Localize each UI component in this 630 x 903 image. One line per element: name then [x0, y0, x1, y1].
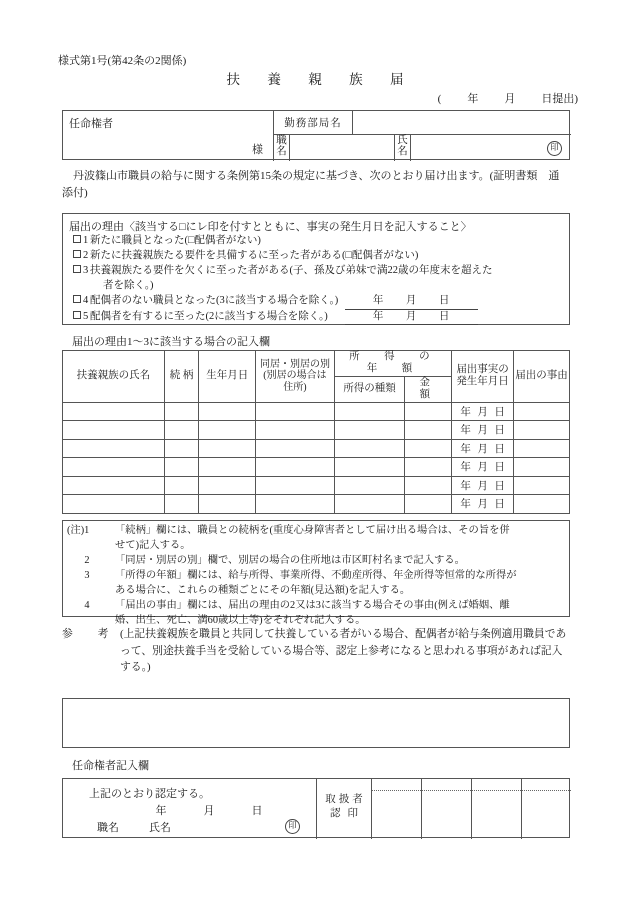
cell-birthdate[interactable] — [199, 421, 256, 440]
certification-table — [62, 778, 570, 838]
submission-date-line — [0, 90, 578, 106]
month-label: 月 — [477, 425, 488, 437]
cell-income-type[interactable] — [334, 439, 405, 458]
month-label: 月 — [477, 499, 488, 511]
note-text: 「続柄」欄には、職員との続柄を(重度心身障害者として届け出る場合は、その旨を併 — [115, 525, 510, 536]
cell-reason[interactable] — [514, 476, 570, 495]
seal-icon: 印 — [285, 819, 300, 834]
reference-paragraph — [62, 626, 570, 675]
col-header-living-line3: 住所) — [283, 382, 307, 394]
year-label: 年 — [460, 443, 471, 455]
appointer-honorific: 様 — [252, 144, 263, 156]
reason-item-text: 配偶者を有するに至った(2に該当する場合を除く。) — [90, 310, 328, 322]
month-label: 月 — [477, 462, 488, 474]
reason-item-2[interactable] — [69, 249, 563, 264]
free-note-input[interactable] — [62, 698, 570, 748]
cell-name[interactable] — [63, 439, 165, 458]
reason-item-4[interactable] — [69, 294, 563, 310]
reason-item-number: 2 — [83, 249, 89, 261]
cell-income-amount[interactable] — [405, 495, 452, 514]
post-title-label-char1: 職 — [276, 135, 287, 146]
table-row — [63, 402, 570, 421]
stamp-cell-2[interactable] — [422, 779, 472, 839]
cell-relation[interactable] — [164, 495, 198, 514]
cell-living[interactable] — [256, 495, 335, 514]
cell-name[interactable] — [63, 402, 165, 421]
appointer-label: 任命権者 — [69, 118, 113, 130]
dependents-table-head — [63, 351, 570, 403]
reason-item-text: 配偶者のない職員となった(3に該当する場合を除く。) — [90, 294, 339, 306]
reason-item-number: 5 — [83, 310, 89, 322]
year-label: 年 — [460, 462, 471, 474]
cell-birthdate[interactable] — [199, 458, 256, 477]
checkbox-icon[interactable] — [73, 235, 81, 243]
table-row — [63, 439, 570, 458]
reason-item-text: 新たに職員となった(□配偶者がない) — [90, 235, 261, 246]
stamp-divider — [422, 790, 471, 791]
cell-income-amount[interactable] — [405, 439, 452, 458]
reason-item-1[interactable] — [69, 234, 563, 249]
reason-item-number: 3 — [83, 264, 89, 276]
cell-birthdate[interactable] — [199, 495, 256, 514]
certification-post-label: 職名 — [97, 822, 119, 834]
col-header-reason: 届出の事由 — [514, 351, 570, 403]
cell-income-type[interactable] — [334, 421, 405, 440]
checkbox-icon[interactable] — [73, 295, 81, 303]
cell-living[interactable] — [256, 421, 335, 440]
cell-reason[interactable] — [514, 402, 570, 421]
note-number: 2 — [84, 554, 90, 566]
note-continuation: せて)記入する。 — [115, 539, 191, 551]
cell-fact-date[interactable] — [452, 495, 514, 514]
col-header-income-amount: 金 額 — [405, 376, 452, 402]
person-name-label-char1: 氏 — [397, 135, 408, 146]
submit-day-label: 日提出) — [541, 93, 578, 105]
note-item-2 — [67, 554, 563, 569]
stamp-cell-4[interactable] — [522, 779, 571, 839]
year-label: 年 — [372, 294, 384, 306]
reason-item-4-date[interactable] — [345, 294, 478, 310]
reason-item-text: 扶養親族たる要件を欠くに至った者がある(子、孫及び弟妹で満22歳の年度末を超えた — [90, 264, 493, 276]
note-item-1 — [67, 524, 563, 554]
statement-paragraph: 丹波篠山市職員の給与に関する条例第15条の規定に基づき、次のとおり届け出ます。(証明書類 通添付) — [62, 170, 560, 200]
cell-living[interactable] — [256, 476, 335, 495]
col-header-living — [256, 351, 335, 403]
note-text: 「同居・別居の別」欄で、別居の場合の住所地は市区町村名まで記入する。 — [115, 554, 465, 566]
dependents-table-body — [63, 402, 570, 513]
day-label: 日 — [494, 443, 505, 455]
cell-income-amount[interactable] — [405, 402, 452, 421]
cell-relation[interactable] — [164, 476, 198, 495]
day-label: 日 — [494, 462, 505, 474]
year-label: 年 — [372, 310, 384, 322]
day-label: 日 — [494, 499, 505, 511]
handler-seal-label-line1: 取扱者 — [325, 794, 366, 805]
cell-income-type[interactable] — [334, 458, 405, 477]
day-label: 日 — [494, 406, 505, 418]
cell-relation[interactable] — [164, 458, 198, 477]
table-caption: 届出の理由1〜3に該当する場合の記入欄 — [72, 336, 270, 348]
note-number: 1 — [84, 525, 90, 536]
month-label: 月 — [203, 805, 215, 817]
reason-box — [62, 213, 570, 325]
notes-box — [62, 520, 570, 626]
col-header-fact-date-line2: 発生年月日 — [456, 376, 509, 388]
post-title-label — [274, 135, 290, 161]
cell-living[interactable] — [256, 402, 335, 421]
note-label-text: (注) — [67, 525, 85, 536]
reason-heading: 届出の理由〈該当する□にレ印を付すとともに、事実の発生月日を記入すること〉 — [69, 221, 472, 233]
month-label: 月 — [405, 294, 417, 306]
reference-label: 参 考 — [62, 628, 116, 640]
note-number: 4 — [84, 599, 90, 611]
day-label: 日 — [251, 805, 263, 817]
certification-name-label: 氏名 — [149, 822, 171, 834]
month-label: 月 — [477, 480, 488, 492]
submit-open-paren: ( — [437, 93, 442, 105]
submit-year-label: 年 — [467, 93, 479, 105]
note-text: 「所得の年額」欄には、給与所得、事業所得、不動産所得、年金所得等恒常的な所得が — [115, 569, 517, 581]
stamp-divider — [372, 790, 421, 791]
cell-reason[interactable] — [514, 421, 570, 440]
checkbox-icon[interactable] — [73, 265, 81, 273]
table-header-row-1 — [63, 351, 570, 377]
cell-name[interactable] — [63, 421, 165, 440]
year-label: 年 — [460, 406, 471, 418]
reason-item-3[interactable] — [69, 264, 563, 294]
department-input[interactable] — [353, 111, 571, 135]
table-row — [63, 476, 570, 495]
note-item-4 — [67, 599, 563, 629]
dependents-table — [62, 350, 570, 514]
year-label: 年 — [460, 425, 471, 437]
year-label: 年 — [460, 499, 471, 511]
certification-signature-line — [97, 819, 171, 835]
col-header-income-group: 所 得 の 年 額 — [334, 351, 451, 377]
cell-relation[interactable] — [164, 421, 198, 440]
cell-income-type[interactable] — [334, 495, 405, 514]
person-name-label-char2: 名 — [397, 145, 408, 157]
page-title-text: 扶 養 親 族 届 — [226, 72, 416, 87]
cell-reason[interactable] — [514, 495, 570, 514]
note-continuation: ある場合に、これらの種類ごとにその年額(見込額)を記入する。 — [115, 584, 411, 596]
table-row — [63, 421, 570, 440]
cell-relation[interactable] — [164, 402, 198, 421]
appointer-table — [62, 110, 570, 160]
cell-income-amount[interactable] — [405, 458, 452, 477]
reason-item-text: 新たに扶養親族たる要件を具備するに至った者がある(□配偶者がない) — [90, 249, 419, 261]
cell-fact-date[interactable] — [452, 458, 514, 477]
cell-name[interactable] — [63, 458, 165, 477]
reason-item-5[interactable] — [69, 310, 563, 326]
col-header-living-line1: 同居・別居の別 — [259, 358, 330, 370]
checkbox-icon[interactable] — [73, 250, 81, 258]
reason-item-5-date[interactable] — [345, 310, 478, 326]
day-label: 日 — [494, 425, 505, 437]
day-label: 日 — [494, 480, 505, 492]
col-header-fact-date-line1: 届出事実の — [456, 363, 509, 375]
person-name-input[interactable] — [411, 135, 571, 161]
col-header-fact-date — [452, 351, 514, 403]
note-item-3 — [67, 569, 563, 599]
submit-month-label: 月 — [504, 93, 516, 105]
cell-fact-date[interactable] — [452, 421, 514, 440]
post-title-label-char2: 名 — [276, 145, 287, 157]
day-label: 日 — [438, 310, 450, 322]
day-label: 日 — [438, 294, 450, 306]
stamp-cell-3[interactable] — [472, 779, 522, 839]
certification-text: 上記のとおり認定する。 — [89, 788, 210, 800]
reason-item-number: 4 — [83, 294, 89, 306]
handler-seal-label — [317, 779, 372, 839]
reason-item-continuation: 者を除く。) — [103, 279, 154, 291]
col-header-relation: 続 柄 — [164, 351, 198, 403]
month-label: 月 — [477, 406, 488, 418]
cell-birthdate[interactable] — [199, 439, 256, 458]
cell-income-type[interactable] — [334, 476, 405, 495]
cell-birthdate[interactable] — [199, 476, 256, 495]
page-title — [0, 68, 630, 88]
certification-statement-cell — [63, 779, 317, 839]
post-title-input[interactable] — [290, 135, 395, 161]
checkbox-icon[interactable] — [73, 311, 81, 319]
form-number: 様式第1号(第42条の2関係) — [58, 55, 187, 67]
month-label: 月 — [477, 443, 488, 455]
col-header-name: 扶養親族の氏名 — [63, 351, 165, 403]
cell-birthdate[interactable] — [199, 402, 256, 421]
table-row — [63, 495, 570, 514]
department-label: 勤務部局名 — [274, 111, 353, 135]
cell-living[interactable] — [256, 458, 335, 477]
cell-income-type[interactable] — [334, 402, 405, 421]
note-label — [67, 524, 111, 539]
stamp-divider — [522, 790, 571, 791]
cell-living[interactable] — [256, 439, 335, 458]
cell-income-amount[interactable] — [405, 476, 452, 495]
year-label: 年 — [460, 480, 471, 492]
cell-fact-date[interactable] — [452, 402, 514, 421]
cell-name[interactable] — [63, 495, 165, 514]
handler-seal-label-line2: 認印 — [330, 808, 365, 820]
appointer-name-cell — [63, 111, 274, 161]
cell-reason[interactable] — [514, 458, 570, 477]
person-name-label — [395, 135, 411, 161]
year-label: 年 — [155, 805, 167, 817]
table-row — [63, 458, 570, 477]
cell-fact-date[interactable] — [452, 476, 514, 495]
appointer-entry-caption: 任命権者記入欄 — [72, 760, 149, 772]
col-header-living-line2: (別居の場合は — [263, 370, 327, 382]
month-label: 月 — [405, 310, 417, 322]
reference-body: (上記扶養親族を職員と共同して扶養している者がいる場合、配偶者が給与条例適用職員であって、別途扶養手当を受給している場合等、認定上参考になると思われる事項があれば記入する。) — [120, 628, 567, 673]
cell-relation[interactable] — [164, 439, 198, 458]
reason-item-number: 1 — [83, 235, 89, 246]
col-header-birthdate: 生年月日 — [199, 351, 256, 403]
col-header-income-type: 所得の種類 — [334, 376, 405, 402]
cell-income-amount[interactable] — [405, 421, 452, 440]
cell-reason[interactable] — [514, 439, 570, 458]
stamp-divider — [472, 790, 521, 791]
seal-icon: 印 — [547, 141, 562, 156]
certification-date[interactable] — [137, 802, 281, 818]
cell-fact-date[interactable] — [452, 439, 514, 458]
note-text: 「届出の事由」欄には、届出の理由の2又は3に該当する場合その事由(例えば婚姻、離 — [115, 599, 510, 611]
stamp-cell-1[interactable] — [372, 779, 422, 839]
note-continuation: 婚、出生、死亡、満60歳以上等)をそれぞれ記入する。 — [115, 614, 366, 626]
cell-name[interactable] — [63, 476, 165, 495]
note-number: 3 — [84, 569, 90, 581]
